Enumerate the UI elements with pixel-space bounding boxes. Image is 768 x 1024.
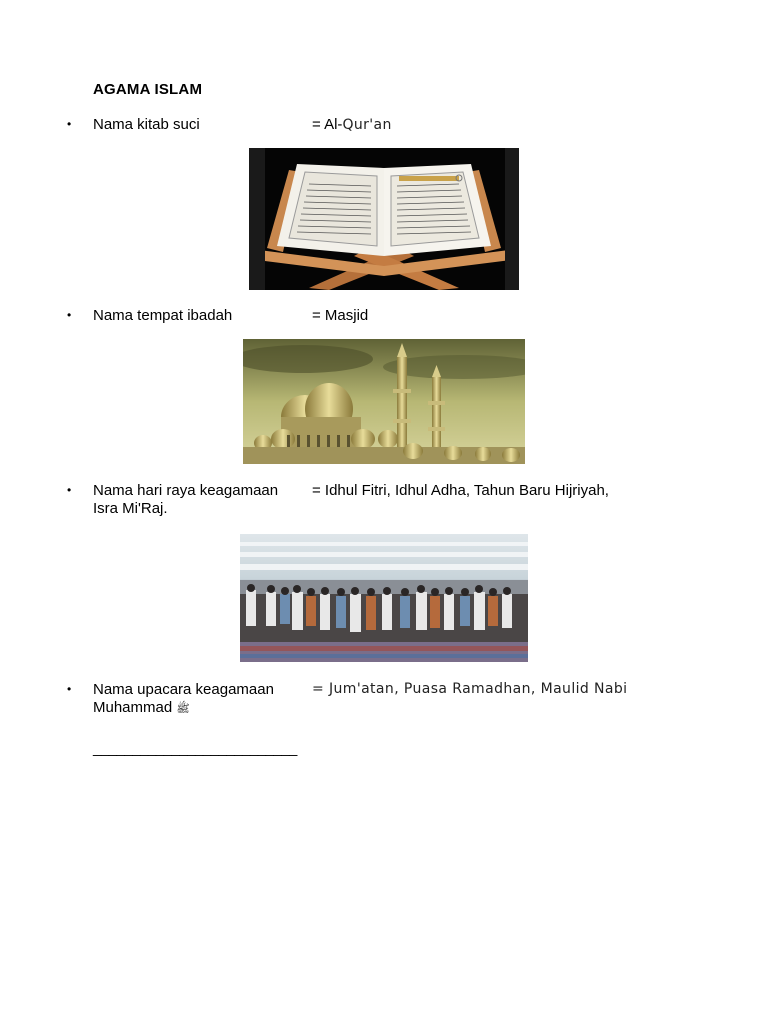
item-value: = Al-Qur'an [312,116,392,133]
item-value: = Masjid [312,307,369,324]
salawat-symbol: ﷺ [176,703,190,715]
item-label: Nama kitab suci [93,116,200,133]
item-label: Nama hari raya keagamaan [93,482,279,499]
item-value: = Jum'atan, Puasa Ramadhan, Maulid Nabi [312,681,628,697]
signature-line: __________________________ [93,740,297,757]
mosque-photo [243,339,525,464]
quran-on-stand-photo [249,148,519,290]
page-title: AGAMA ISLAM [93,81,203,98]
congregational-prayer-photo [240,534,528,662]
bullet: • [67,682,72,696]
bullet: • [67,308,72,322]
item-value: = Idhul Fitri, Idhul Adha, Tahun Baru Hijriyah, [312,482,609,499]
item-continuation: Muhammad ﷺ [93,699,190,716]
bullet: • [67,117,72,131]
item-label: Nama upacara keagamaan [93,681,274,698]
bullet: • [67,483,72,497]
item-label: Nama tempat ibadah [93,307,233,324]
item-continuation: Isra Mi'Raj. [93,500,168,517]
